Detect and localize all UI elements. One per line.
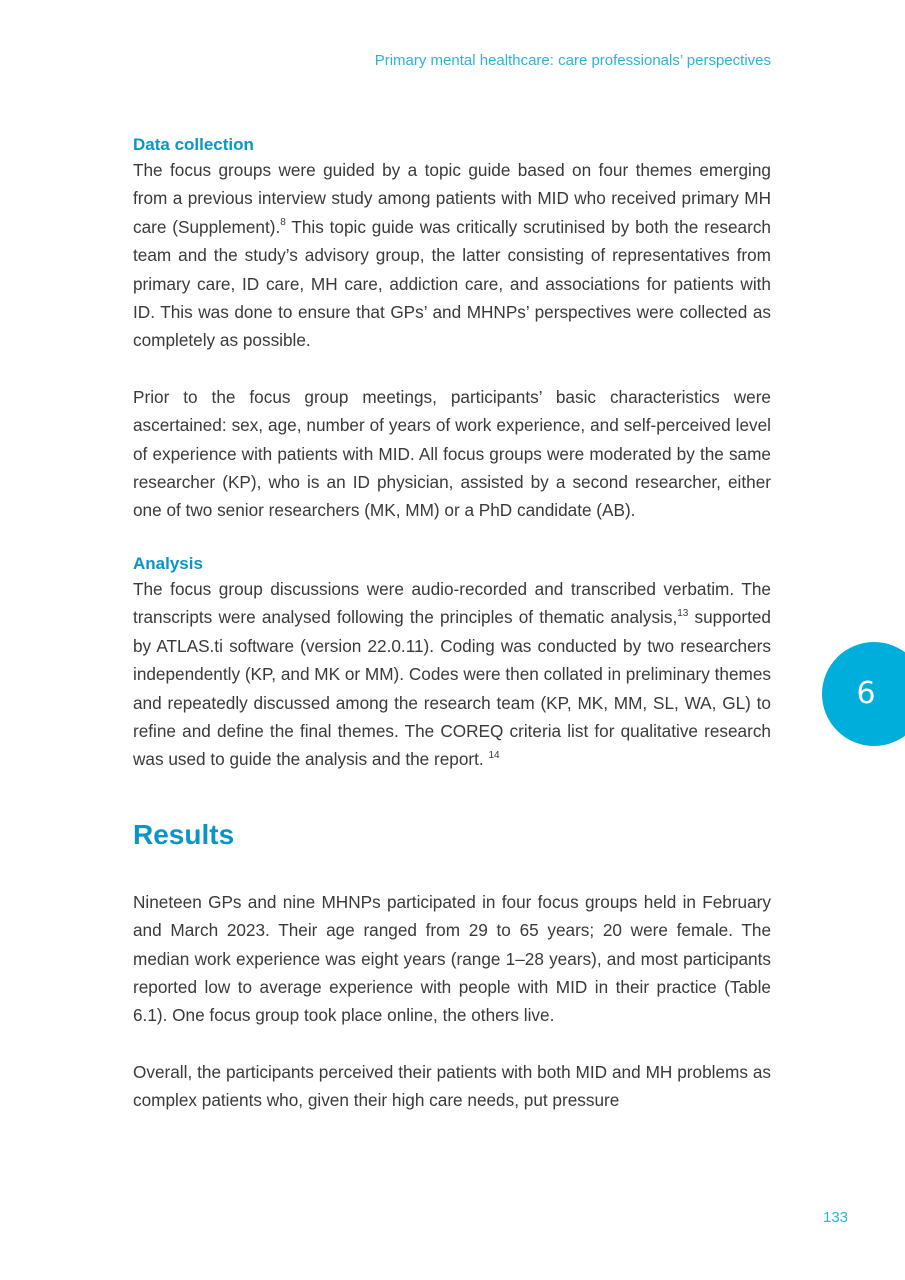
page-number: 133 xyxy=(823,1209,849,1226)
reference-marker: 8 xyxy=(280,217,286,229)
paragraph-text: The focus groups were guided by a topic guide based on four themes emerging from a previous interview study among patients with MID who received primary MH care (Supplement). xyxy=(133,160,771,237)
reference-marker: 13 xyxy=(677,607,689,619)
results-paragraph-1: Nineteen GPs and nine MHNPs participated in four focus groups held in February and March 2023. Their age ranged from 29 to 65 years; 20 were female. The median work experience was eight years (range 1–28 years), and most participants reported low to average experience with people with MID in their practice (Table 6.1). One focus group took place online, the others live. xyxy=(133,891,771,1026)
chapter-number: 6 xyxy=(856,676,876,711)
paragraph-text: The focus group discussions were audio-recorded and transcribed verbatim. The transcripts were analysed following the principles of thematic analysis, xyxy=(133,578,771,628)
paragraph-text: supported by ATLAS.ti software (version 22.0.11). Coding was conducted by two researchers independently (KP, and MK or MM). Codes were then collated in preliminary themes and repeatedly discussed among the research team (KP, MK, MM, SL, WA, GL) to refine and define the final themes. The COREQ criteria list for qualitative research was used to guide the analysis and the report. xyxy=(133,607,771,770)
running-header: Primary mental healthcare: care professionals’ perspectives xyxy=(374,52,771,69)
analysis-paragraph xyxy=(133,575,771,774)
results-heading: Results xyxy=(133,818,235,850)
main-content xyxy=(133,134,771,1115)
data-collection-paragraph-1 xyxy=(133,156,771,355)
results-paragraph-2: Overall, the participants perceived their patients with both MID and MH problems as complex patients who, given their high care needs, put pressure xyxy=(133,1061,771,1111)
data-collection-paragraph-2: Prior to the focus group meetings, participants’ basic characteristics were ascertained: sex, age, number of years of work experience, and self-perceived level of experience with patients with MID. All focus groups were moderated by the same researcher (KP), who is an ID physician, assisted by a second researcher, either one of two senior researchers (MK, MM) or a PhD candidate (AB). xyxy=(133,386,771,521)
paragraph-text: This topic guide was critically scrutinised by both the research team and the study’s advisory group, the latter consisting of representatives from primary care, ID care, MH care, addiction care, and associations for patients with ID. This was done to ensure that GPs’ and MHNPs’ perspectives were collected as completely as possible. xyxy=(133,216,771,351)
chapter-tab xyxy=(822,642,905,746)
analysis-heading: Analysis xyxy=(133,553,203,573)
reference-marker: 14 xyxy=(488,749,500,761)
data-collection-heading: Data collection xyxy=(133,135,254,154)
